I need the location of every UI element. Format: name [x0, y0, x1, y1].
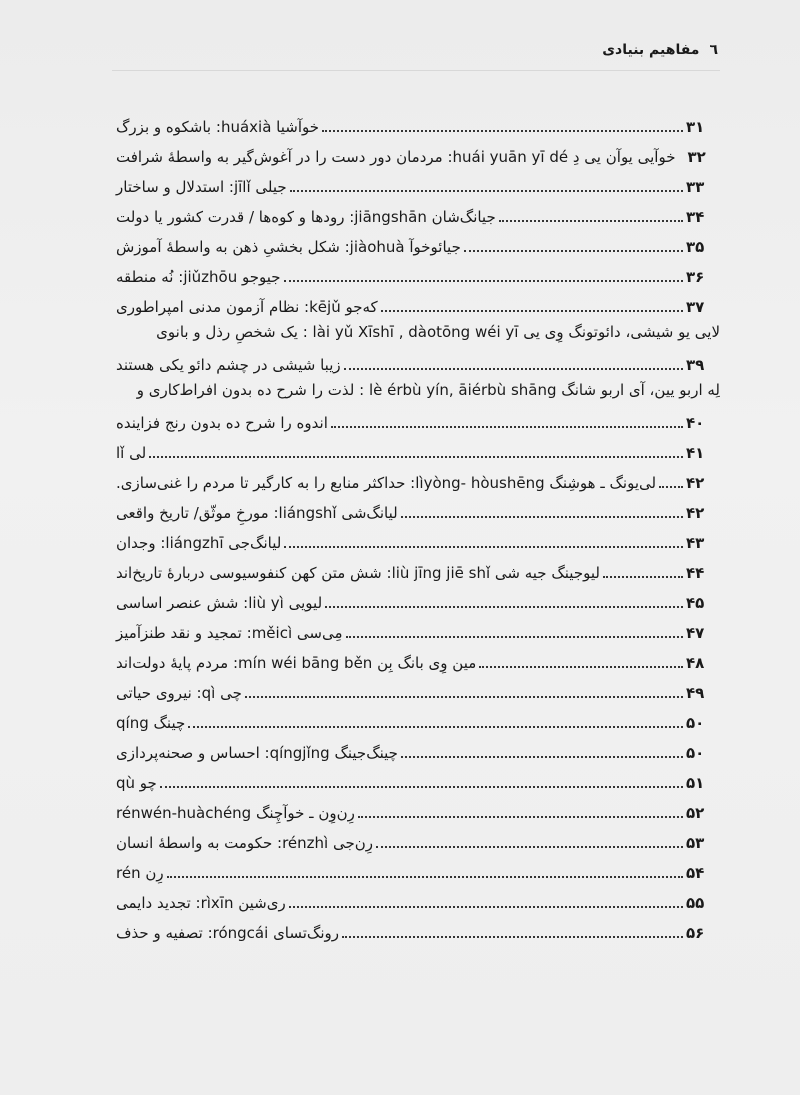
- entry-page: ۴۰: [686, 414, 705, 432]
- entry-text: خوآشیا huáxià: باشکوه و بزرگ: [116, 118, 320, 136]
- toc-entry[interactable]: [112, 168, 720, 198]
- entry-page: ۵۶: [686, 924, 705, 942]
- entry-text: چی qì: نیروی حیاتی: [116, 684, 242, 702]
- entry-text: لیانگ‌شی liángshǐ: مورخِ موثّق/ تاریخ واقعی: [116, 504, 398, 522]
- entry-text: چو qù: [116, 774, 157, 792]
- dot-leader: [290, 190, 683, 192]
- entry-page: ۴۷: [686, 624, 705, 642]
- entry-page: ۳۳: [686, 178, 705, 196]
- toc-entry[interactable]: [112, 376, 720, 434]
- entry-text: جیوجو jiǔzhōu: نُه منطقه: [116, 268, 281, 286]
- entry-text: لیانگ‌جی liángzhī: وجدان: [116, 534, 282, 552]
- dot-leader: [289, 906, 683, 908]
- page-number: ٦: [709, 42, 718, 58]
- entry-page: ۴۹: [686, 684, 705, 702]
- toc-list: [112, 108, 720, 944]
- entry-page: ۵۱: [686, 774, 705, 792]
- toc-entry[interactable]: [112, 854, 720, 884]
- entry-text: چینگ qíng: [116, 714, 186, 732]
- entry-page: ۳۶: [686, 268, 705, 286]
- dot-leader: [603, 576, 683, 578]
- entry-text: لایی یو شیشی، دائوتونگ وِی یی lài yǔ Xīshī , dàotōng wéi yī : یک شخصِ رذل و بانوی: [156, 323, 720, 341]
- entry-page: ۴۳: [686, 534, 705, 552]
- toc-entry[interactable]: [112, 524, 720, 554]
- entry-page: ۵۰: [686, 714, 705, 732]
- toc-entry[interactable]: [112, 794, 720, 824]
- entry-page: ۵۰: [686, 744, 705, 762]
- dot-leader: [401, 756, 683, 758]
- toc-entry[interactable]: [112, 914, 720, 944]
- entry-page: ۴۵: [686, 594, 705, 612]
- entry-page: ۴۲: [686, 474, 705, 492]
- dot-leader: [679, 160, 685, 162]
- toc-entry[interactable]: [112, 674, 720, 704]
- dot-leader: [358, 816, 683, 818]
- entry-text: مین وِی بانگ بِن mín wéi bāng běn: مردم پایهٔ دولت‌اند: [116, 654, 477, 672]
- entry-text: مِی‌سی měicì: تمجید و نقد طنزآمیز: [116, 624, 343, 642]
- dot-leader: [499, 220, 683, 222]
- toc-entry[interactable]: [112, 258, 720, 288]
- entry-page: ۳۹: [686, 356, 705, 374]
- toc-entry[interactable]: [112, 644, 720, 674]
- toc-entry[interactable]: [112, 734, 720, 764]
- dot-leader: [401, 516, 683, 518]
- toc-entry[interactable]: [112, 464, 720, 494]
- header-rule: [112, 70, 720, 71]
- entry-page: ۴۸: [686, 654, 705, 672]
- dot-leader: [245, 696, 683, 698]
- entry-text: لیویی liù yì: شش عنصر اساسی: [116, 594, 323, 612]
- entry-text: لی lǐ: [116, 444, 147, 462]
- entry-text: لِه اربو یین، آی اربو شانگ lè érbù yín, āiérbù shāng : لذت را شرح ده بدون افراط‌کاری و: [136, 381, 720, 399]
- entry-text: رونگ‌تسای róngcái: تصفیه و حذف: [116, 924, 340, 942]
- dot-leader: [160, 786, 683, 788]
- entry-text: ری‌شین rìxīn: تجدید دایمی: [116, 894, 286, 912]
- dot-leader: [346, 636, 683, 638]
- entry-text: جیائوخوآ jiàohuà: شکل بخشیِ ذهن به واسطهٔ آموزش: [116, 238, 461, 256]
- entry-page: ۴۱: [686, 444, 705, 462]
- dot-leader: [659, 486, 683, 488]
- entry-page: ۳۵: [686, 238, 705, 256]
- entry-text: لی‌یونگ ـ هوشِنگ lìyòng- hòushēng: حداکثر منابع را به کارگیر تا مردم را غنی‌سازی.: [116, 474, 657, 492]
- dot-leader: [284, 546, 683, 548]
- toc-entry[interactable]: [112, 824, 720, 854]
- entry-page: ۵۵: [686, 894, 705, 912]
- toc-entry[interactable]: [112, 434, 720, 464]
- toc-entry[interactable]: [112, 614, 720, 644]
- entry-text: رِن‌وِن ـ خوآچِنگ rénwén-huàchéng: [116, 804, 355, 822]
- toc-entry[interactable]: [112, 554, 720, 584]
- dot-leader: [376, 846, 683, 848]
- toc-entry[interactable]: [112, 288, 720, 318]
- toc-entry[interactable]: [112, 584, 720, 614]
- entry-text: رِن‌جی rénzhì: حکومت به واسطهٔ انسان: [116, 834, 373, 852]
- toc-entry[interactable]: [112, 138, 720, 168]
- dot-leader: [342, 936, 683, 938]
- toc-entry[interactable]: [112, 108, 720, 138]
- entry-text: خوآیی یوآن یی دِ huái yuān yī dé: مردمان دور دست را در آغوش‌گیر به واسطهٔ شرافت: [116, 148, 676, 166]
- chapter-title: مفاهیم بنیادی: [602, 42, 700, 58]
- toc-entry[interactable]: [112, 704, 720, 734]
- dot-leader: [331, 426, 683, 428]
- toc-entry[interactable]: [112, 318, 720, 376]
- entry-page: ۴۴: [686, 564, 705, 582]
- toc-entry[interactable]: [112, 494, 720, 524]
- dot-leader: [167, 876, 683, 878]
- entry-page: ۵۴: [686, 864, 705, 882]
- entry-page: ۵۳: [686, 834, 705, 852]
- entry-text-continued: اندوه را شرح ده بدون رنج فزاینده: [116, 414, 328, 432]
- dot-leader: [322, 130, 683, 132]
- entry-page: ۳۴: [686, 208, 705, 226]
- toc-entry[interactable]: [112, 764, 720, 794]
- dot-leader: [284, 280, 683, 282]
- dot-leader: [344, 368, 683, 370]
- dot-leader: [188, 726, 683, 728]
- dot-leader: [464, 250, 683, 252]
- entry-text: چینگ‌جینگ qíngjǐng: احساس و صحنه‌پردازی: [116, 744, 398, 762]
- dot-leader: [479, 666, 683, 668]
- toc-entry[interactable]: [112, 228, 720, 258]
- dot-leader: [149, 456, 683, 458]
- entry-text: لیوجینگ جیه شی liù jīng jiē shǐ: شش متن کهن کنفوسیوسی دربارهٔ تاریخ‌اند: [116, 564, 600, 582]
- entry-page: ۵۲: [686, 804, 705, 822]
- running-header: [602, 42, 718, 58]
- entry-page: ۳۲: [687, 148, 706, 166]
- entry-text: که‌جو kējǔ: نظام آزمون مدنی امپراطوری: [116, 298, 378, 316]
- entry-page: ۳۱: [686, 118, 705, 136]
- toc-entry[interactable]: [112, 198, 720, 228]
- dot-leader: [381, 310, 683, 312]
- entry-text: جیانگ‌شان jiāngshān: رودها و کوه‌ها / قدرت کشور یا دولت: [116, 208, 496, 226]
- entry-text-continued: زیبا شیشی در چشم دائو یکی هستند: [116, 356, 341, 374]
- dot-leader: [325, 606, 683, 608]
- entry-text: رِن rén: [116, 864, 164, 882]
- entry-text: جیلی jīlǐ: استدلال و ساختار: [116, 178, 287, 196]
- entry-page: ۴۲: [686, 504, 705, 522]
- entry-page: ۳۷: [686, 298, 705, 316]
- toc-entry[interactable]: [112, 884, 720, 914]
